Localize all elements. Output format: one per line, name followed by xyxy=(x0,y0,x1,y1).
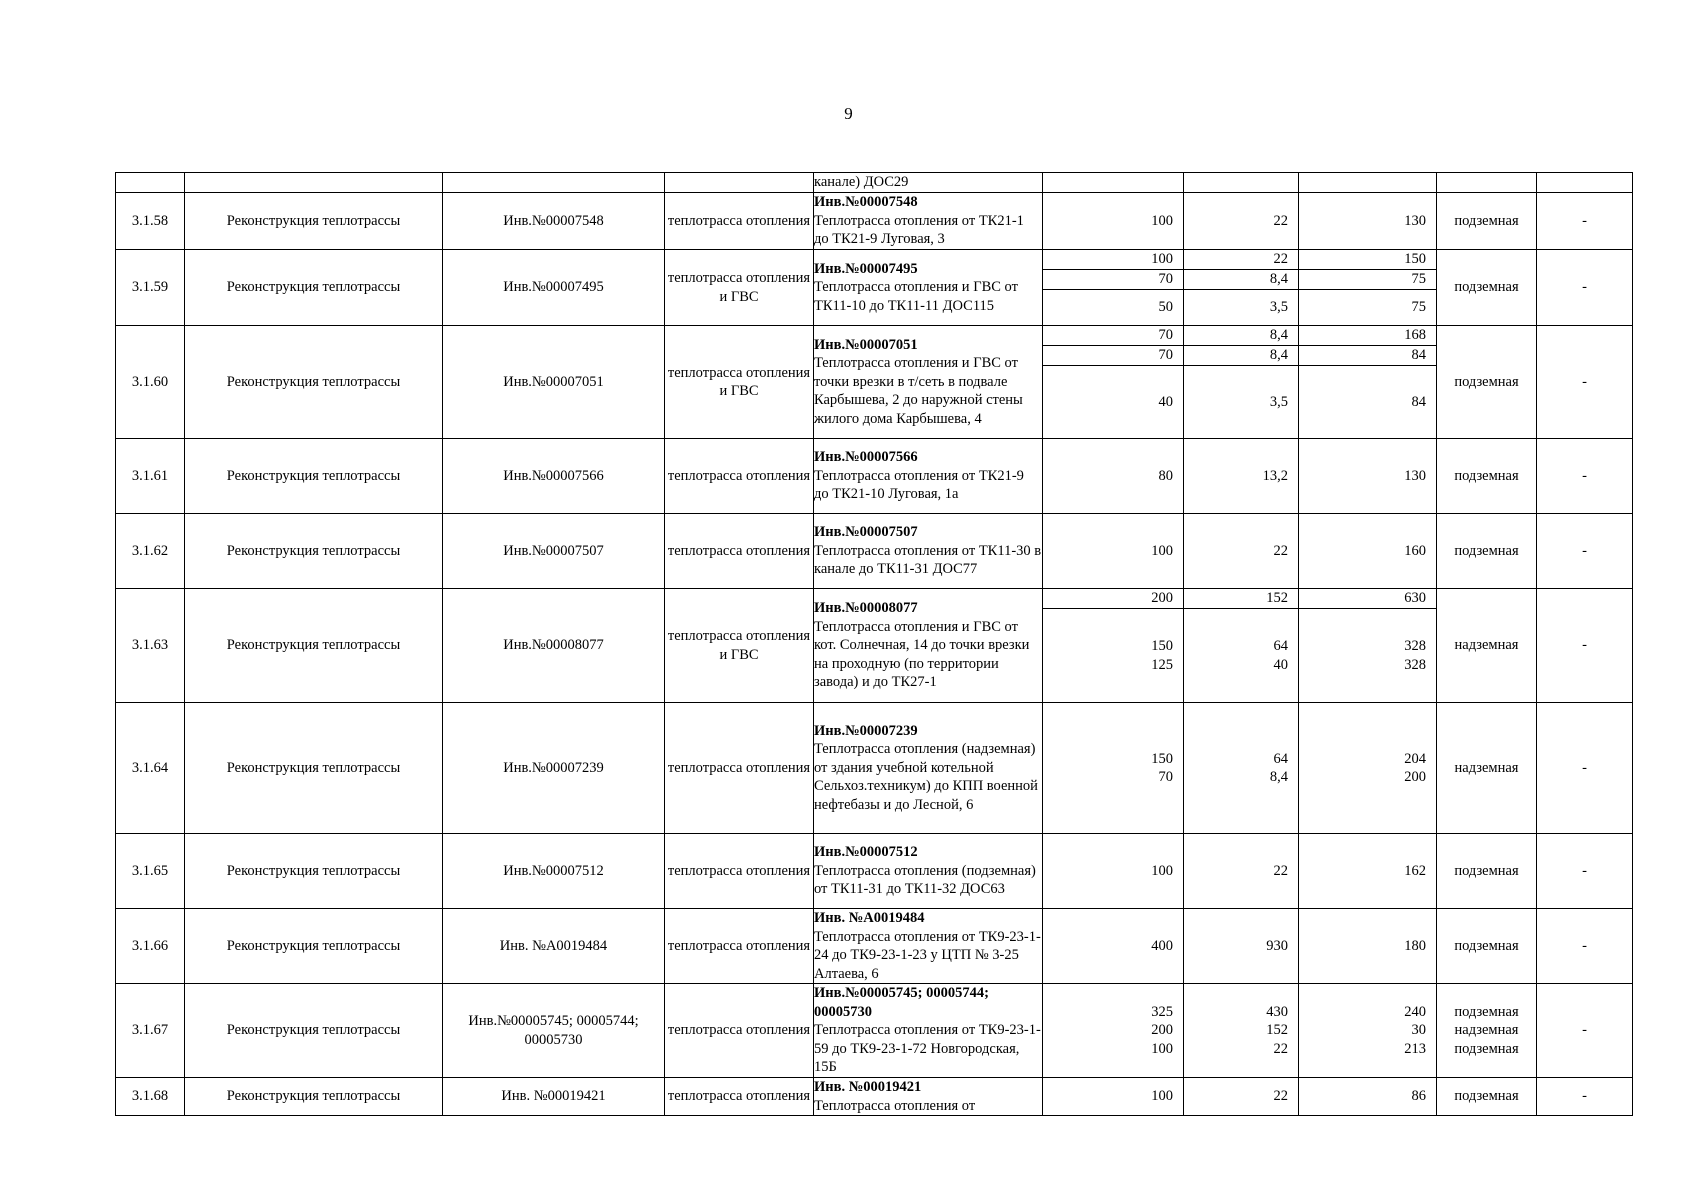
value: 22 xyxy=(1273,1040,1288,1057)
value-stack xyxy=(1299,862,1436,881)
value-stack xyxy=(1184,750,1298,787)
value: 130 xyxy=(1404,467,1426,484)
cell-empty xyxy=(1299,173,1437,193)
value: 430 xyxy=(1266,1003,1288,1020)
value: 30 xyxy=(1411,1022,1426,1039)
value-stack xyxy=(1043,542,1183,561)
table-row xyxy=(116,514,1633,589)
cell-description xyxy=(814,439,1043,514)
sub-value: 3,5 xyxy=(1184,289,1298,325)
sub-value: 75 xyxy=(1299,269,1436,289)
cell-work-name: Реконструкция теплотрассы xyxy=(185,834,443,909)
sub-value: 70 xyxy=(1158,327,1173,344)
value: 130 xyxy=(1404,212,1426,229)
cell-dash: - xyxy=(1537,703,1633,834)
cell-length xyxy=(1299,250,1437,326)
cell-length xyxy=(1299,439,1437,514)
sub-value: 152 xyxy=(1266,590,1288,607)
description-heading: Инв.№00007548 xyxy=(814,194,918,211)
cell-laying-method xyxy=(1437,984,1537,1078)
sub-value: 168 xyxy=(1404,327,1426,344)
value: 150 xyxy=(1151,750,1173,767)
value: 200 xyxy=(1404,769,1426,785)
cell-work-name: Реконструкция теплотрассы xyxy=(185,984,443,1078)
cell-item-number: 3.1.63 xyxy=(116,589,185,703)
cell-item-number: 3.1.59 xyxy=(116,250,185,326)
cell-laying-method xyxy=(1437,326,1537,439)
sub-value: 328 xyxy=(1404,638,1426,654)
table-row xyxy=(116,589,1633,703)
cell-inventory-number: Инв.№00005745; 00005744; 00005730 xyxy=(443,984,665,1078)
value-stack xyxy=(1043,212,1183,231)
cell-dash: - xyxy=(1537,834,1633,909)
cell-item-number: 3.1.62 xyxy=(116,514,185,589)
value: 86 xyxy=(1411,1088,1426,1105)
value-stack xyxy=(1299,467,1436,486)
cell-thickness xyxy=(1184,703,1299,834)
cell-length xyxy=(1299,909,1437,984)
laying-value: подземная xyxy=(1454,279,1519,296)
value-stack xyxy=(1299,1087,1436,1106)
value: 930 xyxy=(1266,937,1288,954)
value-stack xyxy=(1184,542,1298,561)
cell-laying-method xyxy=(1437,909,1537,984)
cell-inventory-number: Инв.№00007566 xyxy=(443,439,665,514)
laying-value: подземная xyxy=(1454,542,1519,559)
laying-stack xyxy=(1437,937,1536,956)
value: 22 xyxy=(1273,1088,1288,1105)
cell-work-name: Реконструкция теплотрассы xyxy=(185,439,443,514)
description-heading: Инв.№00007507 xyxy=(814,524,918,541)
sub-value: 630 xyxy=(1404,590,1426,607)
table-row xyxy=(116,909,1633,984)
cell-laying-method xyxy=(1437,193,1537,250)
laying-value: подземная xyxy=(1454,1088,1519,1105)
cell-network-type: теплотрасса отопления xyxy=(665,703,814,834)
cell-item-number: 3.1.61 xyxy=(116,439,185,514)
cell-laying-method xyxy=(1437,834,1537,909)
value-stack xyxy=(1043,1003,1183,1059)
laying-value: подземная xyxy=(1454,1003,1519,1020)
sub-values xyxy=(1043,326,1183,438)
laying-value: подземная xyxy=(1454,862,1519,879)
cell-item-number: 3.1.66 xyxy=(116,909,185,984)
value-stack xyxy=(1043,862,1183,881)
sub-value: 84 xyxy=(1299,345,1436,365)
value: 100 xyxy=(1151,542,1173,559)
cell-inventory-number: Инв.№00007239 xyxy=(443,703,665,834)
value-stack xyxy=(1299,212,1436,231)
laying-stack xyxy=(1437,1003,1536,1059)
cell-description xyxy=(814,834,1043,909)
sub-value: 125 xyxy=(1151,656,1173,673)
cell-dash: - xyxy=(1537,439,1633,514)
laying-stack xyxy=(1437,636,1536,655)
cell-work-name: Реконструкция теплотрассы xyxy=(185,250,443,326)
cell-laying-method xyxy=(1437,1078,1537,1116)
cell-laying-method xyxy=(1437,589,1537,703)
sub-value-group xyxy=(1299,608,1436,702)
cell-dash: - xyxy=(1537,193,1633,250)
cell-item-number: 3.1.67 xyxy=(116,984,185,1078)
cell-work-name: Реконструкция теплотрассы xyxy=(185,193,443,250)
sub-value: 75 xyxy=(1299,289,1436,325)
value: 64 xyxy=(1273,750,1288,767)
cell-thickness xyxy=(1184,909,1299,984)
description-text: Теплотрасса отопления от ТК9-23-1-24 до ТК9-23-1-23 у ЦТП № 3-25 Алтаева, 6 xyxy=(814,928,1041,982)
laying-stack xyxy=(1437,759,1536,778)
description-heading: Инв.№00005745; 00005744; 00005730 xyxy=(814,985,989,1020)
value: 100 xyxy=(1151,1040,1173,1057)
table-row-continued xyxy=(116,173,1633,193)
cell-description xyxy=(814,1078,1043,1116)
value-stack xyxy=(1184,937,1298,956)
sub-values xyxy=(1043,589,1183,702)
cell-laying-method xyxy=(1437,703,1537,834)
cell-work-name: Реконструкция теплотрассы xyxy=(185,514,443,589)
value-stack xyxy=(1043,937,1183,956)
table-row xyxy=(116,326,1633,439)
cell-inventory-number: Инв.№00007051 xyxy=(443,326,665,439)
sub-value: 50 xyxy=(1043,289,1183,325)
sub-value: 40 xyxy=(1273,656,1288,673)
cell-network-type: теплотрасса отопления xyxy=(665,439,814,514)
laying-value: подземная xyxy=(1454,212,1519,229)
cell-dash: - xyxy=(1537,514,1633,589)
cell-network-type: теплотрасса отопления xyxy=(665,984,814,1078)
cell-thickness xyxy=(1184,834,1299,909)
cell-diameter xyxy=(1043,589,1184,703)
cell-dash: - xyxy=(1537,1078,1633,1116)
table-row xyxy=(116,834,1633,909)
cell-thickness xyxy=(1184,193,1299,250)
description-heading: Инв.№00007566 xyxy=(814,449,918,466)
value: 70 xyxy=(1158,769,1173,785)
cell-diameter xyxy=(1043,984,1184,1078)
cell-laying-method xyxy=(1437,514,1537,589)
cell-length xyxy=(1299,514,1437,589)
sub-value-group xyxy=(1043,608,1183,702)
laying-stack xyxy=(1437,862,1536,881)
cell-network-type: теплотрасса отопления xyxy=(665,834,814,909)
table-row xyxy=(116,703,1633,834)
description-heading: Инв.№00007512 xyxy=(814,844,918,861)
value: 100 xyxy=(1151,1088,1173,1105)
value: 180 xyxy=(1404,937,1426,954)
cell-laying-method xyxy=(1437,439,1537,514)
cell-description xyxy=(814,703,1043,834)
cell-work-name: Реконструкция теплотрассы xyxy=(185,1078,443,1116)
laying-value: подземная xyxy=(1454,937,1519,954)
cell-length xyxy=(1299,193,1437,250)
cell-diameter xyxy=(1043,909,1184,984)
value: 200 xyxy=(1151,1022,1173,1039)
cell-inventory-number: Инв.№00007495 xyxy=(443,250,665,326)
table-row xyxy=(116,250,1633,326)
value: 240 xyxy=(1404,1003,1426,1020)
sub-values xyxy=(1299,250,1436,325)
value-stack xyxy=(1043,750,1183,787)
cell-network-type: теплотрасса отопления xyxy=(665,909,814,984)
description-text: Теплотрасса отопления (подземная) от ТК11-31 до ТК11-32 ДОС63 xyxy=(814,862,1036,898)
cell-inventory-number: Инв.№00007507 xyxy=(443,514,665,589)
table-row xyxy=(116,1078,1633,1116)
cell-empty xyxy=(1184,173,1299,193)
description-text: Теплотрасса отопления от ТК9-23-1-59 до ТК9-23-1-72 Новгородская, 15Б xyxy=(814,1022,1041,1076)
value: 400 xyxy=(1151,937,1173,954)
sub-value-group xyxy=(1184,608,1298,702)
cell-length xyxy=(1299,1078,1437,1116)
cell-diameter xyxy=(1043,834,1184,909)
cell-length xyxy=(1299,326,1437,439)
cell-item-number: 3.1.64 xyxy=(116,703,185,834)
cell-description xyxy=(814,984,1043,1078)
sub-value: 70 xyxy=(1043,269,1183,289)
cell-network-type: теплотрасса отопления и ГВС xyxy=(665,589,814,703)
value-stack xyxy=(1299,542,1436,561)
sub-value: 100 xyxy=(1151,251,1173,268)
value-stack xyxy=(1184,212,1298,231)
cell-inventory-number: Инв.№00007512 xyxy=(443,834,665,909)
laying-value: подземная xyxy=(1454,373,1519,390)
description-text: Теплотрасса отопления (надземная) от здания учебной котельной Сельхоз.техникум) до КПП военной нефтебазы и до Лесной, 6 xyxy=(814,741,1038,813)
value: 100 xyxy=(1151,212,1173,229)
cell-thickness xyxy=(1184,326,1299,439)
cell-thickness xyxy=(1184,589,1299,703)
cell-diameter xyxy=(1043,193,1184,250)
laying-value: надземная xyxy=(1454,759,1519,776)
cell-diameter xyxy=(1043,326,1184,439)
value: 152 xyxy=(1266,1022,1288,1039)
sub-value: 40 xyxy=(1043,365,1183,438)
cell-item-number: 3.1.68 xyxy=(116,1078,185,1116)
cell-description xyxy=(814,909,1043,984)
cell-description xyxy=(814,193,1043,250)
sub-value: 3,5 xyxy=(1184,365,1298,438)
cell-thickness xyxy=(1184,250,1299,326)
page-number: 9 xyxy=(844,104,853,123)
value-stack xyxy=(1299,937,1436,956)
laying-stack xyxy=(1437,373,1536,392)
cell-description xyxy=(814,514,1043,589)
cell-empty xyxy=(665,173,814,193)
cell-work-name: Реконструкция теплотрассы xyxy=(185,589,443,703)
cell-network-type: теплотрасса отопления xyxy=(665,1078,814,1116)
sub-value: 328 xyxy=(1404,656,1426,673)
sub-value: 200 xyxy=(1151,590,1173,607)
cell-diameter xyxy=(1043,250,1184,326)
cell-inventory-number: Инв. №00019421 xyxy=(443,1078,665,1116)
cell-length xyxy=(1299,703,1437,834)
cell-item-number: 3.1.58 xyxy=(116,193,185,250)
cell-dash: - xyxy=(1537,984,1633,1078)
cell-item-number: 3.1.65 xyxy=(116,834,185,909)
cell-empty xyxy=(1437,173,1537,193)
sub-value: 70 xyxy=(1043,345,1183,365)
description-text: Теплотрасса отопления от ТК21-1 до ТК21-9 Луговая, 3 xyxy=(814,212,1024,248)
value-stack xyxy=(1184,1003,1298,1059)
cell-diameter xyxy=(1043,514,1184,589)
description-heading: Инв. №А0019484 xyxy=(814,910,925,926)
sub-values xyxy=(1184,326,1298,438)
table-row xyxy=(116,193,1633,250)
value-stack xyxy=(1299,1003,1436,1059)
value: 13,2 xyxy=(1262,467,1288,484)
cell-empty xyxy=(116,173,185,193)
cell-empty xyxy=(1537,173,1633,193)
value: 162 xyxy=(1404,862,1426,879)
cell-work-name: Реконструкция теплотрассы xyxy=(185,326,443,439)
cell-dash: - xyxy=(1537,326,1633,439)
cell-description: канале) ДОС29 xyxy=(814,173,1043,193)
cell-network-type: теплотрасса отопления xyxy=(665,193,814,250)
sub-value: 64 xyxy=(1273,638,1288,654)
value-stack xyxy=(1184,862,1298,881)
cell-empty xyxy=(1043,173,1184,193)
cell-thickness xyxy=(1184,514,1299,589)
sub-value: 8,4 xyxy=(1269,327,1288,344)
sub-values xyxy=(1299,326,1436,438)
value: 204 xyxy=(1404,750,1426,767)
sub-value: 84 xyxy=(1299,365,1436,438)
cell-inventory-number: Инв.№00007548 xyxy=(443,193,665,250)
cell-diameter xyxy=(1043,1078,1184,1116)
value: 100 xyxy=(1151,862,1173,879)
sub-values xyxy=(1043,250,1183,325)
description-heading: Инв.№00008077 xyxy=(814,600,918,617)
cell-work-name: Реконструкция теплотрассы xyxy=(185,703,443,834)
cell-work-name: Реконструкция теплотрассы xyxy=(185,909,443,984)
cell-dash: - xyxy=(1537,909,1633,984)
description-text: Теплотрасса отопления и ГВС от точки врезки в т/сеть в подвале Карбышева, 2 до наружной стены жилого дома Карбышева, 4 xyxy=(814,355,1023,427)
cell-length xyxy=(1299,834,1437,909)
table-row xyxy=(116,439,1633,514)
description-text: Теплотрасса отопления от xyxy=(814,1097,976,1114)
sub-values xyxy=(1184,589,1298,702)
value-stack xyxy=(1043,1087,1183,1106)
cell-description xyxy=(814,326,1043,439)
sub-value: 22 xyxy=(1273,251,1288,268)
cell-description xyxy=(814,589,1043,703)
description-text: Теплотрасса отопления от ТК21-9 до ТК21-10 Луговая, 1а xyxy=(814,467,1024,503)
cell-dash: - xyxy=(1537,250,1633,326)
value-stack xyxy=(1299,750,1436,787)
value: 8,4 xyxy=(1269,769,1288,785)
cell-item-number: 3.1.60 xyxy=(116,326,185,439)
cell-laying-method xyxy=(1437,250,1537,326)
value-stack xyxy=(1043,467,1183,486)
description-text: Теплотрасса отопления и ГВС от ТК11-10 до ТК11-11 ДОС115 xyxy=(814,279,1018,314)
laying-stack xyxy=(1437,278,1536,297)
laying-value: надземная xyxy=(1454,1022,1519,1039)
cell-dash: - xyxy=(1537,589,1633,703)
pipeline-table xyxy=(115,172,1633,1116)
laying-stack xyxy=(1437,542,1536,561)
laying-value: подземная xyxy=(1454,1040,1519,1057)
value: 22 xyxy=(1273,212,1288,229)
value: 22 xyxy=(1273,542,1288,559)
value: 22 xyxy=(1273,862,1288,879)
cell-empty xyxy=(185,173,443,193)
laying-value: подземная xyxy=(1454,467,1519,484)
value: 325 xyxy=(1151,1003,1173,1020)
table-row xyxy=(116,984,1633,1078)
value-stack xyxy=(1184,1087,1298,1106)
laying-value: надземная xyxy=(1454,637,1519,654)
value: 213 xyxy=(1404,1040,1426,1057)
laying-stack xyxy=(1437,467,1536,486)
cell-thickness xyxy=(1184,439,1299,514)
laying-stack xyxy=(1437,1087,1536,1106)
value: 80 xyxy=(1158,467,1173,484)
value: 160 xyxy=(1404,542,1426,559)
cell-diameter xyxy=(1043,703,1184,834)
cell-thickness xyxy=(1184,1078,1299,1116)
description-text: Теплотрасса отопления от ТК11-30 в канале до ТК11-31 ДОС77 xyxy=(814,542,1042,578)
description-heading: Инв. №00019421 xyxy=(814,1079,922,1095)
value-stack xyxy=(1184,467,1298,486)
sub-values xyxy=(1184,250,1298,325)
sub-value: 8,4 xyxy=(1184,345,1298,365)
sub-value: 150 xyxy=(1151,638,1173,654)
sub-values xyxy=(1299,589,1436,702)
description-heading: Инв.№00007239 xyxy=(814,722,918,739)
laying-stack xyxy=(1437,212,1536,231)
description-heading: Инв.№00007495 xyxy=(814,260,918,277)
cell-network-type: теплотрасса отопления xyxy=(665,514,814,589)
cell-network-type: теплотрасса отопления и ГВС xyxy=(665,250,814,326)
cell-length xyxy=(1299,984,1437,1078)
cell-inventory-number: Инв.№00008077 xyxy=(443,589,665,703)
description-heading: Инв.№00007051 xyxy=(814,336,918,353)
cell-thickness xyxy=(1184,984,1299,1078)
sub-value: 150 xyxy=(1404,251,1426,268)
cell-network-type: теплотрасса отопления и ГВС xyxy=(665,326,814,439)
cell-length xyxy=(1299,589,1437,703)
cell-inventory-number: Инв. №А0019484 xyxy=(443,909,665,984)
cell-description xyxy=(814,250,1043,326)
cell-empty xyxy=(443,173,665,193)
description-text: Теплотрасса отопления и ГВС от кот. Солнечная, 14 до точки врезки на проходную (по территории завода) и до ТК27-1 xyxy=(814,618,1030,691)
sub-value: 8,4 xyxy=(1184,269,1298,289)
cell-diameter xyxy=(1043,439,1184,514)
